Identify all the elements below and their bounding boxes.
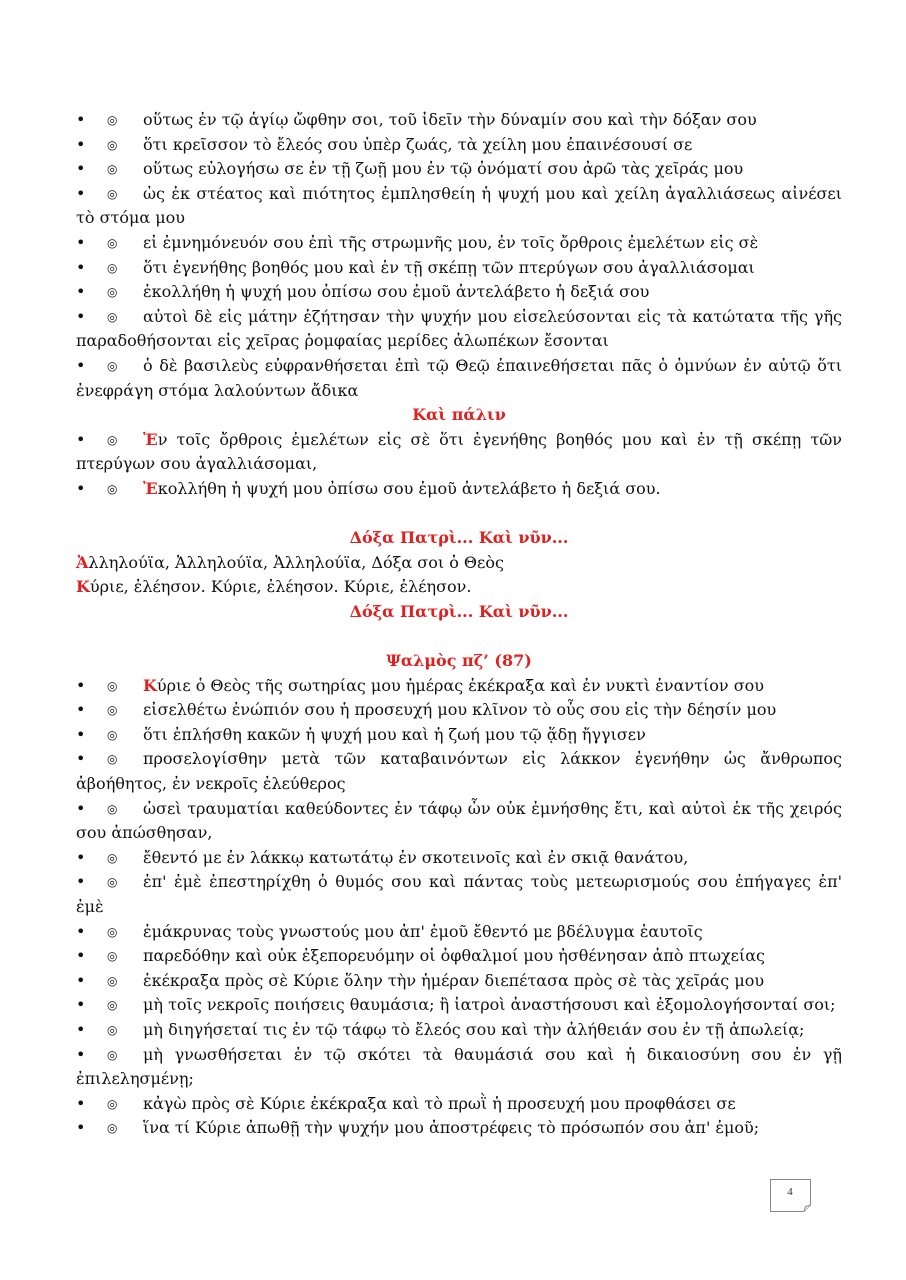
verse-text: παρεδόθην καὶ οὐκ ἐξεπορευόμην οἱ ὀφθαλμοί μου ἠσθένησαν ἀπὸ πτωχείας: [143, 946, 766, 966]
bullet-icon: •: [76, 872, 86, 892]
spiral-bullet-icon: ◎: [107, 727, 118, 742]
bullet-icon: •: [76, 970, 86, 990]
spacer: [76, 502, 842, 527]
verse-line: [76, 723, 842, 748]
verse-text: μὴ τοῖς νεκροῖς ποιήσεις θαυμάσια; ἢ ἰατροὶ ἀναστήσουσι καὶ ἐξομολογήσονταί σοι;: [143, 995, 836, 1015]
bullet-icon: •: [76, 847, 86, 867]
verse-text: ἐπ' ἐμὲ ἐπεστηρίχθη ὁ θυμός σου καὶ πάντας τοὺς μετεωρισμούς σου ἐπήγαγες ἐπ' ἐμὲ: [76, 872, 842, 916]
verse-line: [76, 944, 842, 969]
spiral-bullet-icon: ◎: [107, 186, 118, 201]
drop-initial: Ἐ: [143, 429, 158, 449]
bullet-icon: •: [76, 257, 86, 277]
verse-line: [76, 1043, 842, 1092]
verse-line: [76, 231, 842, 256]
verse-line: [76, 305, 842, 354]
verse-line: [76, 157, 842, 182]
verse-line: [76, 698, 842, 723]
verse-line: [76, 133, 842, 158]
verse-line: [76, 920, 842, 945]
verses-block-2: [76, 428, 842, 502]
verse-line: [76, 846, 842, 871]
bullet-icon: •: [76, 724, 86, 744]
spiral-bullet-icon: ◎: [107, 752, 118, 767]
page-number-box: [770, 1179, 812, 1211]
bullet-icon: •: [76, 478, 86, 498]
kyrie-line: [76, 575, 842, 600]
verse-line: [76, 477, 842, 502]
verse-line: [76, 1018, 842, 1043]
verse-text: ὅτι ἐπλήσθη κακῶν ἡ ψυχή μου καὶ ἡ ζωή μου τῷ ᾅδῃ ἤγγισεν: [143, 724, 646, 744]
bullet-icon: •: [76, 1044, 86, 1064]
bullet-icon: •: [76, 1093, 86, 1113]
bullet-icon: •: [76, 995, 86, 1015]
verse-line: [76, 428, 842, 477]
verse-text: ύριε ὁ Θεὸς τῆς σωτηρίας μου ἡμέρας ἐκέκραξα καὶ ἐν νυκτὶ ἐναντίον σου: [156, 675, 764, 695]
verse-text: ὅτι ἐγενήθης βοηθός μου καὶ ἐν τῇ σκέπῃ τῶν πτερύγων σου ἀγαλλιάσομαι: [143, 257, 755, 277]
heading-doxa-2: Δόξα Πατρὶ... Καὶ νῦν...: [349, 601, 569, 621]
bullet-icon: •: [76, 675, 86, 695]
spiral-bullet-icon: ◎: [107, 1047, 118, 1062]
spiral-bullet-icon: ◎: [107, 973, 118, 988]
drop-initial: Κ: [76, 577, 90, 597]
bullet-icon: •: [76, 921, 86, 941]
verse-text: μὴ γνωσθήσεται ἐν τῷ σκότει τὰ θαυμάσιά σου καὶ ἡ δικαιοσύνη σου ἐν γῇ ἐπιλελησμένῃ;: [76, 1044, 842, 1089]
spiral-bullet-icon: ◎: [107, 432, 118, 447]
kyrie-text: ύριε, ἐλέησον. Κύριε, ἐλέησον. Κύριε, ἐλέησον.: [89, 577, 472, 597]
verses-block-3: [76, 674, 842, 1141]
spiral-bullet-icon: ◎: [107, 998, 118, 1013]
verse-text: κολλήθη ἡ ψυχή μου ὀπίσω σου ἐμοῦ ἀντελάβετο ἡ δεξιά σου.: [157, 478, 661, 498]
bullet-icon: •: [76, 183, 86, 203]
bullet-icon: •: [76, 282, 86, 302]
verse-line: [76, 870, 842, 919]
verse-line: [76, 993, 842, 1018]
bullet-icon: •: [76, 700, 86, 720]
verse-line: [76, 1116, 842, 1141]
verse-text: κἀγὼ πρὸς σὲ Κύριε ἐκέκραξα καὶ τὸ πρωῒ ἡ προσευχή μου προφθάσει σε: [143, 1093, 736, 1113]
drop-initial: Κ: [143, 675, 157, 695]
bullet-icon: •: [76, 232, 86, 252]
bullet-icon: •: [76, 110, 86, 129]
bullet-icon: •: [76, 134, 86, 154]
spiral-bullet-icon: ◎: [107, 949, 118, 964]
verse-text: εἰσελθέτω ἐνώπιόν σου ἡ προσευχή μου κλῖνον τὸ οὖς σου εἰς τὴν δέησίν μου: [143, 700, 777, 720]
alleluia-line: [76, 551, 842, 576]
spiral-bullet-icon: ◎: [107, 162, 118, 177]
verse-text: εἰ ἐμνημόνευόν σου ἐπὶ τῆς στρωμνῆς μου, ἐν τοῖς ὄρθροις ἐμελέτων εἰς σὲ: [143, 232, 759, 252]
verse-text: οὕτως εὐλογήσω σε ἐν τῇ ζωῇ μου ἐν τῷ ὀνόματί σου ἀρῶ τὰς χεῖράς μου: [143, 159, 744, 179]
verse-line: [76, 747, 842, 796]
bullet-icon: •: [76, 798, 86, 818]
heading-doxa-1: Δόξα Πατρὶ... Καὶ νῦν...: [349, 528, 569, 548]
drop-initial: Ἐ: [143, 478, 158, 498]
verse-text: μὴ διηγήσεταί τις ἐν τῷ τάφῳ τὸ ἔλεός σου καὶ τὴν ἀλήθειάν σου ἐν τῇ ἀπωλείᾳ;: [143, 1019, 805, 1039]
verse-text: ὅτι κρεῖσσον τὸ ἔλεός σου ὑπὲρ ζωάς, τὰ χείλη μου ἐπαινέσουσί σε: [143, 134, 693, 154]
spiral-bullet-icon: ◎: [107, 703, 118, 718]
bullet-icon: •: [76, 1118, 86, 1138]
spiral-bullet-icon: ◎: [107, 1022, 118, 1037]
spiral-bullet-icon: ◎: [107, 285, 118, 300]
spiral-bullet-icon: ◎: [107, 875, 118, 890]
spiral-bullet-icon: ◎: [107, 113, 118, 127]
spiral-bullet-icon: ◎: [107, 481, 118, 496]
spiral-bullet-icon: ◎: [107, 678, 118, 693]
verse-line: [76, 280, 842, 305]
bullet-icon: •: [76, 306, 86, 326]
bullet-icon: •: [76, 159, 86, 179]
verse-text: ὡσεὶ τραυματίαι καθεύδοντες ἐν τάφῳ ὧν οὐκ ἐμνήσθης ἔτι, καὶ αὐτοὶ ἐκ τῆς χειρός σου ἀπώσθησαν,: [76, 798, 842, 843]
spiral-bullet-icon: ◎: [107, 137, 118, 152]
alleluia-text: λληλούϊα, Ἀλληλούϊα, Ἀλληλούϊα, Δόξα σοι ὁ Θεὸς: [88, 552, 504, 572]
document-page: [76, 108, 842, 1141]
verse-line: [76, 256, 842, 281]
verse-line: [76, 354, 842, 403]
bullet-icon: •: [76, 355, 86, 375]
verse-text: ν τοῖς ὄρθροις ἐμελέτων εἰς σὲ ὅτι ἐγενήθης βοηθός μου καὶ ἐν τῇ σκέπῃ τῶν πτερύγων σου ἀγαλλιάσομαι,: [76, 429, 842, 474]
spiral-bullet-icon: ◎: [107, 358, 118, 373]
bullet-icon: •: [76, 429, 86, 449]
verse-text: οὕτως ἐν τῷ ἁγίῳ ὤφθην σοι, τοῦ ἰδεῖν τὴν δύναμίν σου καὶ τὴν δόξαν σου: [143, 110, 757, 129]
verse-text: ἐμάκρυνας τοὺς γνωστούς μου ἀπ' ἐμοῦ ἔθεντό με βδέλυγμα ἑαυτοῖς: [143, 921, 703, 941]
spiral-bullet-icon: ◎: [107, 1096, 118, 1111]
bullet-icon: •: [76, 946, 86, 966]
verse-line: [76, 797, 842, 846]
heading-kai-palin: Καὶ πάλιν: [412, 405, 506, 425]
verse-line: [76, 674, 842, 699]
verse-line: [76, 182, 842, 231]
spiral-bullet-icon: ◎: [107, 309, 118, 324]
verses-block-1: [76, 108, 842, 403]
bullet-icon: •: [76, 749, 86, 769]
drop-initial: Ἀ: [76, 552, 89, 572]
spiral-bullet-icon: ◎: [107, 801, 118, 816]
verse-text: ἐκολλήθη ἡ ψυχή μου ὀπίσω σου ἐμοῦ ἀντελάβετο ἡ δεξιά σου: [143, 282, 650, 302]
bullet-icon: •: [76, 1019, 86, 1039]
verse-line: [76, 969, 842, 994]
verse-text: ὡς ἐκ στέατος καὶ πιότητος ἐμπλησθείη ἡ ψυχή μου καὶ χείλη ἀγαλλιάσεως αἰνέσει τὸ στόμα μου: [76, 183, 842, 228]
spacer: [76, 624, 842, 649]
verse-text: ὁ δὲ βασιλεὺς εὐφρανθήσεται ἐπὶ τῷ Θεῷ ἐπαινεθήσεται πᾶς ὁ ὀμνύων ἐν αὐτῷ ὅτι ἐνεφράγη στόμα λαλούντων ἄδικα: [76, 355, 842, 400]
spiral-bullet-icon: ◎: [107, 924, 118, 939]
verse-text: ἐκέκραξα πρὸς σὲ Κύριε ὅλην τὴν ἡμέραν διεπέτασα πρὸς σὲ τὰς χεῖράς μου: [143, 970, 765, 990]
verse-line: [76, 1092, 842, 1117]
verse-text: προσελογίσθην μετὰ τῶν καταβαινόντων εἰς λάκκον ἐγενήθην ὡς ἄνθρωπος ἀβοήθητος, ἐν νεκροῖς ἐλεύθερος: [76, 749, 842, 794]
spiral-bullet-icon: ◎: [107, 235, 118, 250]
spiral-bullet-icon: ◎: [107, 1121, 118, 1136]
verse-line: [76, 108, 842, 133]
verse-text: ἔθεντό με ἐν λάκκῳ κατωτάτῳ ἐν σκοτεινοῖς καὶ ἐν σκιᾷ θανάτου,: [143, 847, 689, 867]
spiral-bullet-icon: ◎: [107, 850, 118, 865]
spiral-bullet-icon: ◎: [107, 260, 118, 275]
verse-text: ἵνα τί Κύριε ἀπωθῇ τὴν ψυχήν μου ἀποστρέφεις τὸ πρόσωπόν σου ἀπ' ἐμοῦ;: [143, 1118, 760, 1138]
page-number: 4: [787, 1186, 793, 1198]
verse-text: αὐτοὶ δὲ εἰς μάτην ἐζήτησαν τὴν ψυχήν μου εἰσελεύσονται εἰς τὰ κατώτατα τῆς γῆς παραδοθήσονται εἰς χεῖρας ῥομφαίας μερίδες ἀλωπέκων ἔσονται: [76, 306, 842, 351]
psalm-title: Ψαλμὸς πζ’ (87): [386, 651, 532, 671]
